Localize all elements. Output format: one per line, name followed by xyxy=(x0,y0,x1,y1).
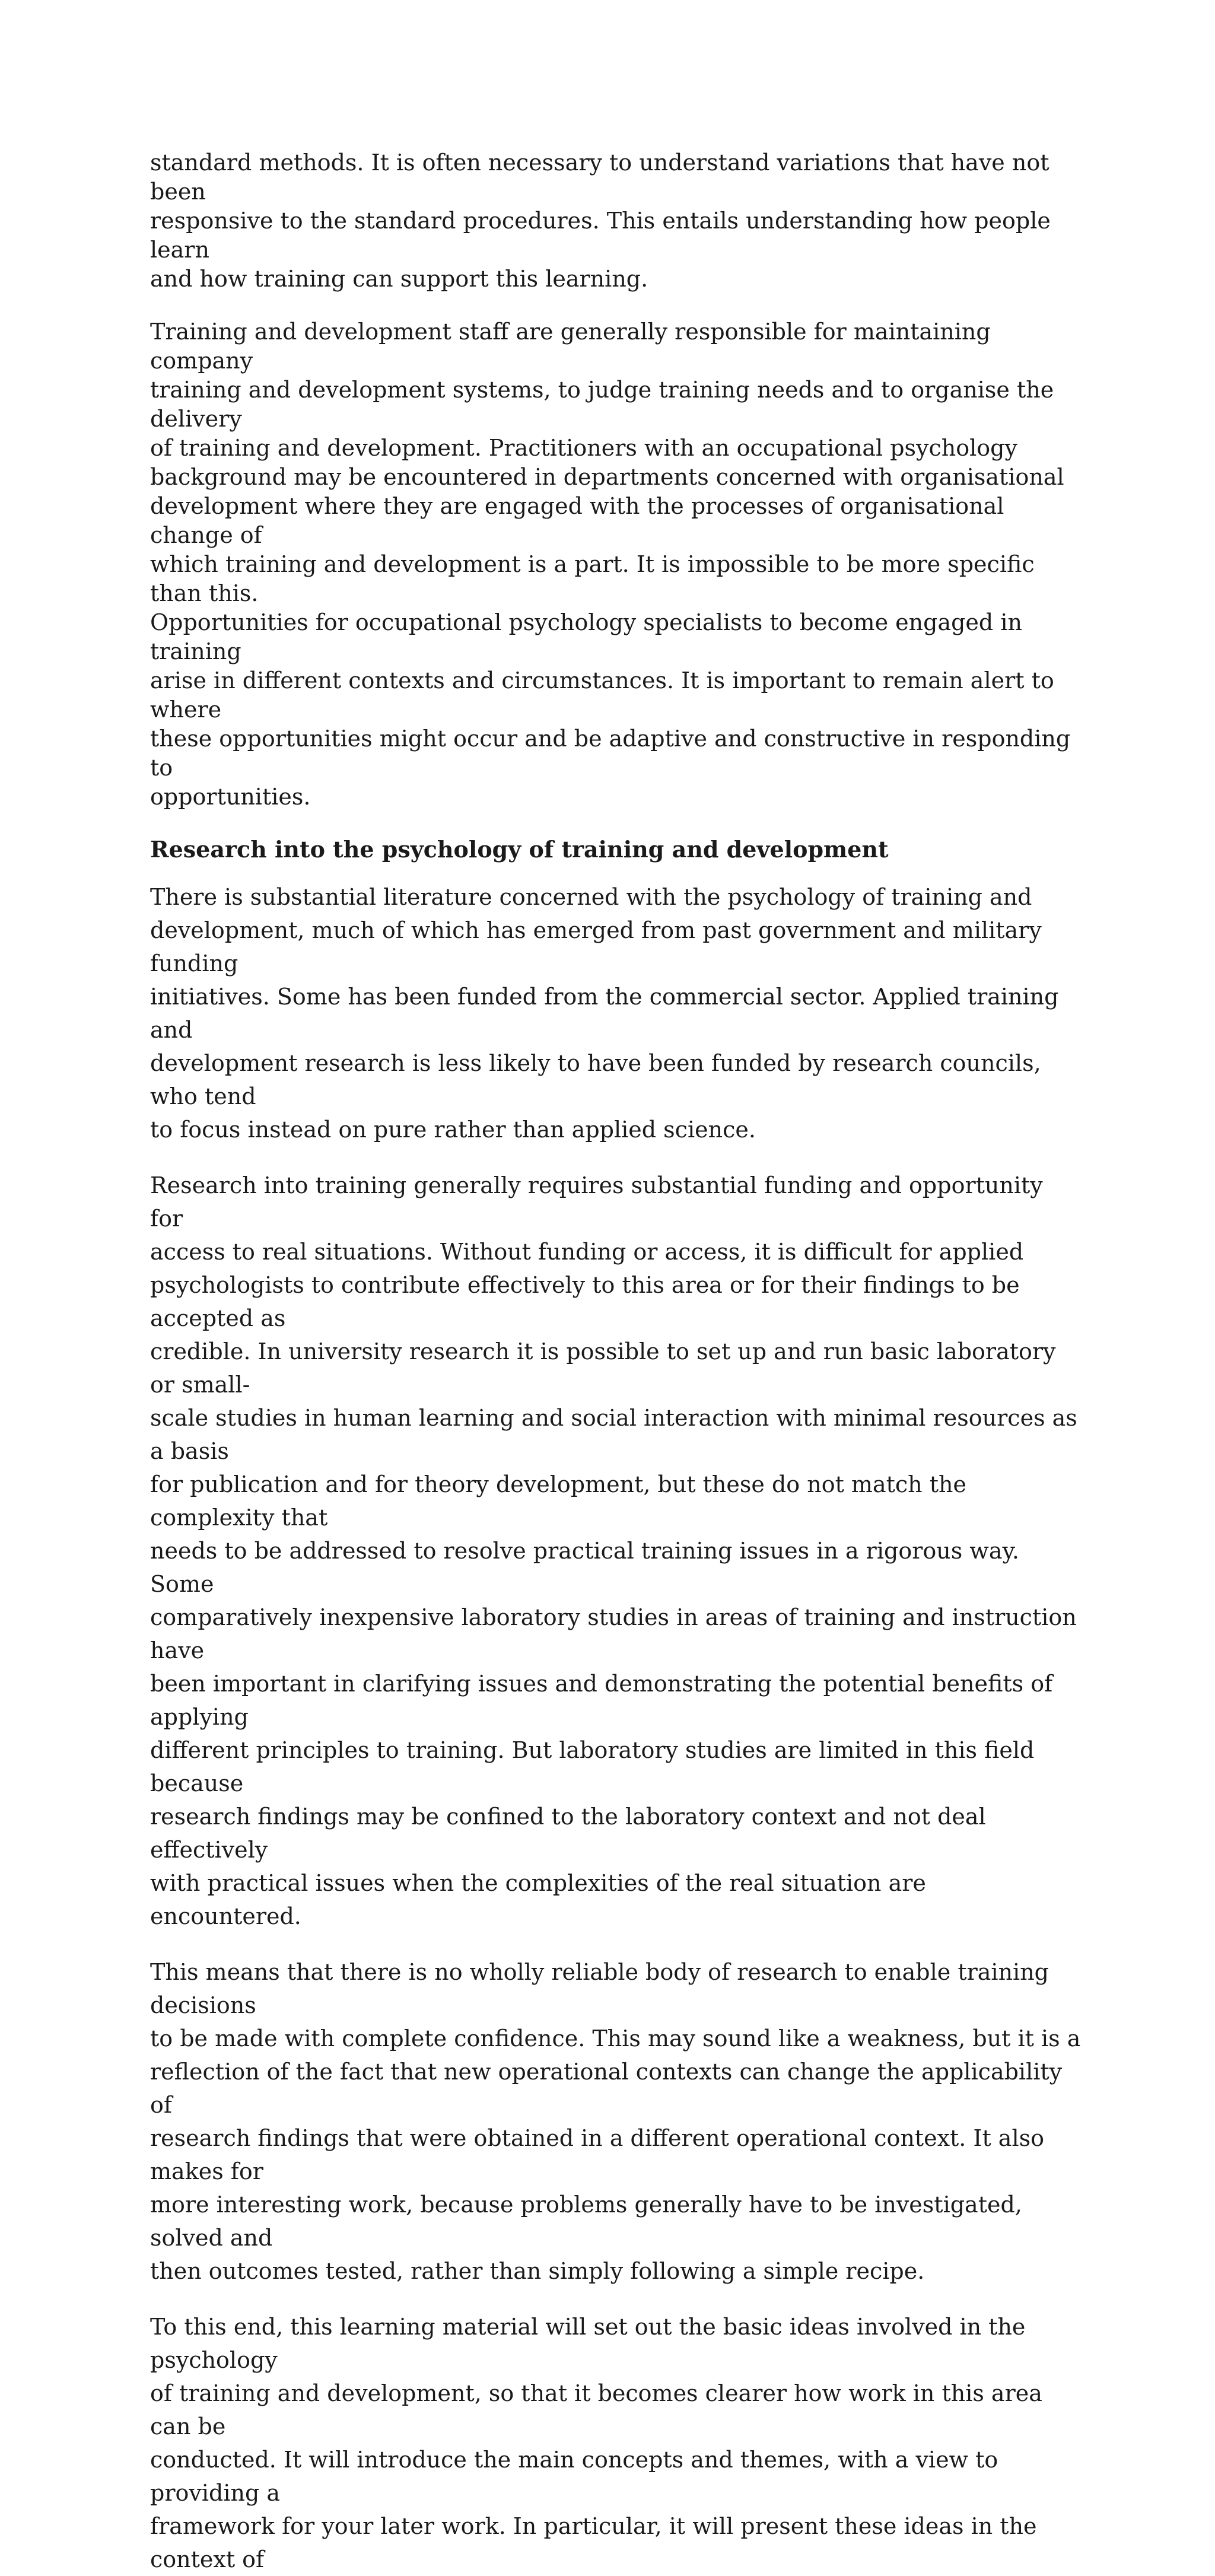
paragraph-learning-material: To this end, this learning material will set out the basic ideas involved in the psychology of training and development, so that it becomes clearer how work in this area can be conducted. It will introduce the main concepts and themes, with a view to providing a framework for your later work. In particular, it will present these ideas in the context of xyxy=(150,2314,1042,2572)
paragraph-substantial-literature: There is substantial literature concerned with the psychology of training and development, much of which has emerged from past government and military funding initiatives. Some has been funded from the commercial sector. Applied training and development research is less likely to have been funded by research councils, who tend to focus instead on pure rather than applied science. xyxy=(150,884,1059,1143)
paragraph-standard-methods: standard methods. It is often necessary to understand variations that have not been responsive to the standard procedures. This entails understanding how people learn and how training can support this learning. xyxy=(150,150,1051,292)
document-body xyxy=(150,148,1082,2576)
section-heading: Research into the psychology of training and development xyxy=(150,836,889,863)
paragraph-research-funding: Research into training generally requires substantial funding and opportunity for access to real situations. Without funding or access, it is difficult for applied psychologists to contribute effectively to this area or for their findings to be accepted as credible. In university research it is possible to set up and run basic laboratory or small- scale studies in human learning and social interaction with minimal resources as a basis for publication and for theory development, but these do not match the complexity that needs to be addressed to resolve practical training issues in a rigorous way. Some comparatively inexpensive laboratory studies in areas of training and instruction have been important in clarifying issues and demonstrating the potential benefits of applying different principles to training. But laboratory studies are limited in this field because research findings may be confined to the laboratory context and not deal effectively with practical issues when the complexities of the real situation are encountered. xyxy=(150,1172,1077,1929)
paragraph-no-reliable-body: This means that there is no wholly reliable body of research to enable training decisions to be made with complete confidence. This may sound like a weakness, but it is a reflection of the fact that new operational contexts can change the applicability of research findings that were obtained in a different operational context. It also makes for more interesting work, because problems generally have to be investigated, solved and then outcomes tested, rather than simply following a simple recipe. xyxy=(150,1959,1081,2284)
paragraph-training-staff: Training and development staff are generally responsible for maintaining company training and development systems, to judge training needs and to organise the delivery of training and development. Practitioners with an occupational psychology background may be encountered in departments concerned with organisational development where they are engaged with the processes of organisational change of which training and development is a part. It is impossible to be more specific than this. Opportunities for occupational psychology specialists to become engaged in training arise in different contexts and circumstances. It is important to remain alert to where these opportunities might occur and be adaptive and constructive in responding to opportunities. xyxy=(150,319,1071,810)
